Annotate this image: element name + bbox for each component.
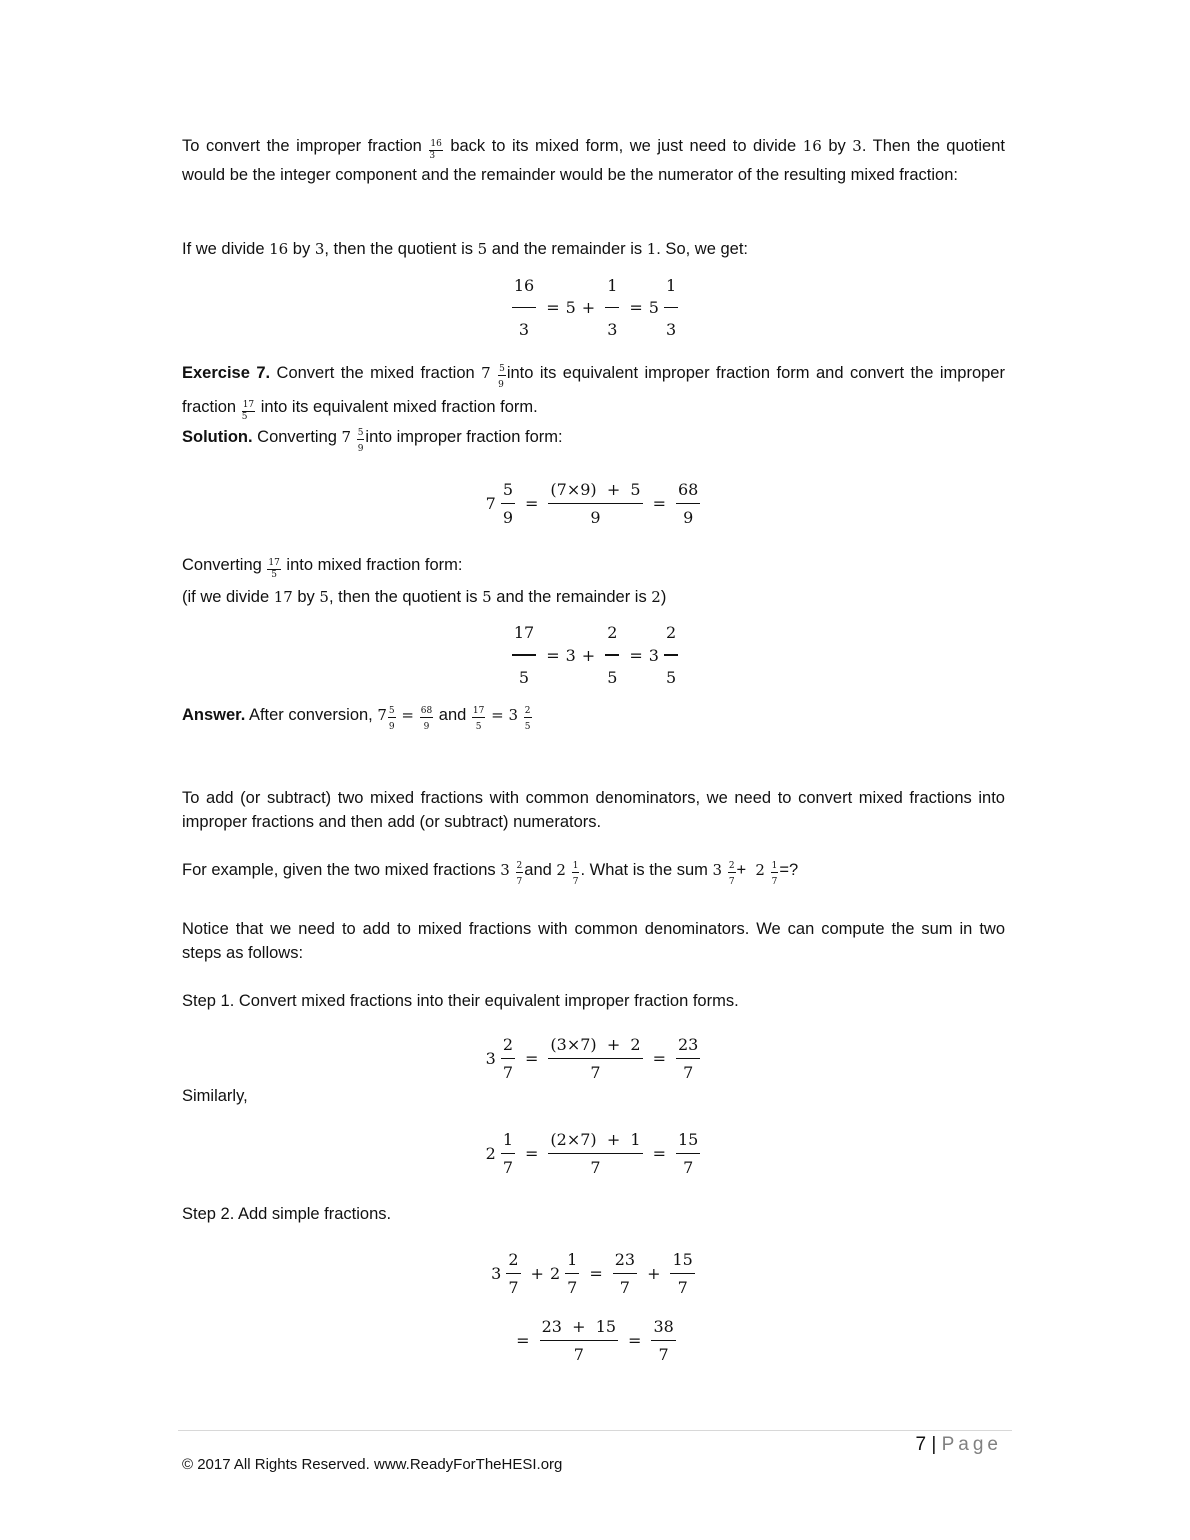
equation-2-1-7: [0, 1130, 1190, 1177]
text: Convert the mixed fraction: [270, 364, 482, 382]
step-2-text: Step 2. Add simple fractions.: [182, 1205, 392, 1223]
plus-sign: +: [647, 1264, 661, 1283]
whole-number: 3: [648, 645, 659, 665]
plus-sign: +: [736, 860, 756, 879]
fraction: $\frac{1}{7}$: [502, 1130, 513, 1177]
division-paragraph: [182, 237, 1005, 261]
math-number: 1: [646, 240, 657, 258]
equals-sign: =: [525, 494, 539, 513]
text: by: [821, 137, 853, 155]
math-number: 5: [319, 588, 329, 606]
equation-sum-mixed: [0, 1250, 1190, 1297]
fraction: $\frac{(7\times 9) + 5}{9}$: [550, 480, 641, 527]
math-number: 2: [556, 860, 571, 879]
equals-sign: =: [525, 1144, 539, 1163]
whole-number: 2: [549, 1264, 561, 1283]
text: . So, we get:: [656, 240, 748, 258]
intro-paragraph: [182, 132, 1005, 189]
page-number-value: 7: [915, 1434, 927, 1455]
fraction: $\frac{(3\times 7) + 2}{7}$: [550, 1035, 641, 1082]
fraction: $\frac{68}{9}$: [678, 480, 699, 527]
inline-fraction: $\frac{1}{7}$: [771, 861, 778, 887]
equals-sign: =: [629, 298, 643, 317]
whole-number: 7: [485, 494, 496, 513]
text: ): [660, 588, 667, 606]
text: into mixed fraction form:: [281, 556, 463, 574]
whole-number: 5: [565, 298, 576, 317]
inline-fraction: $\frac{17}{5}$: [241, 400, 255, 423]
inline-fraction: $\frac{5}{9}$: [388, 706, 395, 732]
fraction: $\frac{17}{5}$: [513, 623, 535, 687]
footer-divider: [178, 1430, 1012, 1431]
text: (if we divide: [182, 588, 274, 606]
text: . What is the sum: [580, 860, 713, 879]
text: back to its mixed form, we just need to divide: [443, 137, 803, 155]
math-number: 16: [802, 137, 822, 155]
inline-fraction: $\frac{17}{5}$: [268, 558, 280, 581]
step-1-text: Step 1. Convert mixed fractions into their equivalent improper fraction forms.: [182, 992, 739, 1010]
equals-sign: =: [525, 1049, 539, 1068]
text: After conversion,: [245, 705, 378, 724]
math-number: 3: [852, 137, 862, 155]
fraction: $\frac{5}{9}$: [502, 480, 513, 527]
fraction: $\frac{2}{5}$: [665, 623, 677, 687]
inline-fraction: $\frac{2}{5}$: [524, 706, 531, 732]
text: Converting: [252, 427, 342, 446]
math-number: 3: [500, 860, 515, 879]
fraction: $\frac{1}{3}$: [607, 276, 618, 339]
text: and: [524, 860, 557, 879]
text: To convert the improper fraction: [182, 137, 429, 155]
text: . Then the quotient would be the integer component and the remainder would be the numerator of the resulting mixed fraction:: [182, 137, 1005, 184]
whole-number: 5: [648, 298, 659, 317]
fraction: $\frac{15}{7}$: [672, 1250, 693, 1297]
equals-sign: =: [628, 1331, 642, 1350]
equals-sign: =: [629, 645, 643, 665]
math-number: 3: [712, 860, 727, 879]
equals-sign: =: [652, 1144, 666, 1163]
exercise-paragraph: [182, 356, 1005, 424]
solution-label: Solution.: [182, 427, 253, 446]
equation-3-2-7: [0, 1035, 1190, 1082]
fraction: $\frac{2}{7}$: [502, 1035, 513, 1082]
fraction: $\frac{(2\times 7) + 1}{7}$: [550, 1130, 641, 1177]
inline-fraction: $\frac{2}{7}$: [516, 861, 523, 887]
whole-number: 3: [485, 1049, 496, 1068]
equals-sign: =: [546, 298, 560, 317]
fraction: $\frac{16}{3}$: [513, 276, 535, 339]
plus-sign: +: [530, 1264, 544, 1283]
text: Converting: [182, 556, 267, 574]
math-number: 17: [273, 588, 293, 606]
equals-sign: =: [589, 1264, 603, 1283]
math-number: 7: [377, 705, 387, 724]
example-paragraph: [182, 857, 1005, 887]
fraction: $\frac{23}{7}$: [678, 1035, 699, 1082]
inline-fraction: $\frac{5}{9}$: [357, 428, 364, 454]
page-label: Page: [941, 1434, 1002, 1455]
math-number: 3: [314, 240, 325, 258]
text: into its equivalent mixed fraction form.: [256, 398, 538, 416]
math-number: 5: [482, 588, 492, 606]
fraction: $\frac{38}{7}$: [653, 1317, 674, 1364]
fraction: $\frac{23 + 15}{7}$: [541, 1317, 617, 1364]
equation-7-5-9: [0, 480, 1190, 527]
solution-paragraph: [182, 424, 1005, 454]
equals-sign: =: [652, 494, 666, 513]
fraction: $\frac{23}{7}$: [614, 1250, 636, 1297]
text: and: [434, 705, 471, 724]
page-number: [916, 1434, 1002, 1456]
inline-fraction: $\frac{5}{9}$: [498, 364, 505, 391]
exercise-label: Exercise 7.: [182, 364, 271, 382]
inline-fraction: $\frac{16}{3}$: [429, 139, 442, 162]
notice-paragraph: Notice that we need to add to mixed fractions with common denominators. We can compute the sum in two steps as follows:: [182, 920, 1005, 962]
equals-sign: =: [546, 645, 560, 665]
text: If we divide: [182, 240, 270, 258]
equals-sign: =: [652, 1049, 666, 1068]
fraction: $\frac{1}{7}$: [567, 1250, 578, 1297]
text: by: [288, 240, 315, 258]
parenthetical-note: [182, 585, 1005, 609]
equals-sign: =: [396, 705, 419, 724]
text: , then the quotient is: [328, 588, 483, 606]
whole-number: 3: [565, 645, 576, 665]
plus-sign: +: [581, 298, 596, 317]
fraction: $\frac{15}{7}$: [678, 1130, 699, 1177]
equation-16-over-3: [0, 276, 1190, 339]
answer-paragraph: [182, 702, 1005, 732]
fraction: $\frac{2}{7}$: [508, 1250, 519, 1297]
inline-fraction: $\frac{1}{7}$: [572, 861, 579, 887]
text: into its equivalent improper fraction form and convert the improper fraction: [182, 364, 1005, 416]
math-number: 2: [651, 588, 661, 606]
math-number: 5: [477, 240, 488, 258]
inline-fraction: $\frac{17}{5}$: [472, 706, 485, 732]
math-number: 7: [341, 427, 352, 446]
whole-number: 3: [491, 1264, 502, 1283]
text: and the remainder is: [487, 240, 647, 258]
copyright-notice: © 2017 All Rights Reserved. www.ReadyForTheHESI.org: [182, 1456, 563, 1473]
fraction: $\frac{1}{3}$: [665, 276, 677, 339]
math-number: 7: [481, 364, 491, 382]
text: =?: [779, 860, 799, 879]
inline-fraction: $\frac{68}{9}$: [420, 706, 433, 732]
similarly-text: Similarly,: [182, 1087, 248, 1105]
addition-intro-paragraph: To add (or subtract) two mixed fractions with common denominators, we need to convert mixed fractions into improper fractions and then add (or subtract) numerators.: [182, 789, 1005, 831]
answer-label: Answer.: [182, 705, 246, 724]
math-expression: = 3: [486, 705, 523, 724]
inline-fraction: $\frac{2}{7}$: [728, 861, 735, 887]
text: For example, given the two mixed fractions: [182, 860, 501, 879]
text: and the remainder is: [491, 588, 652, 606]
text: into improper fraction form:: [365, 427, 563, 446]
converting-paragraph: [182, 553, 1005, 581]
text: , then the quotient is: [324, 240, 478, 258]
page-separator: |: [926, 1434, 942, 1455]
fraction: $\frac{2}{5}$: [607, 623, 618, 687]
math-number: 2: [755, 860, 770, 879]
text: by: [292, 588, 320, 606]
equals-sign: =: [516, 1331, 530, 1350]
math-number: 16: [269, 240, 289, 258]
plus-sign: +: [581, 645, 596, 665]
equation-sum-result: [0, 1317, 1190, 1364]
whole-number: 2: [485, 1144, 496, 1163]
equation-17-over-5: [0, 623, 1190, 687]
